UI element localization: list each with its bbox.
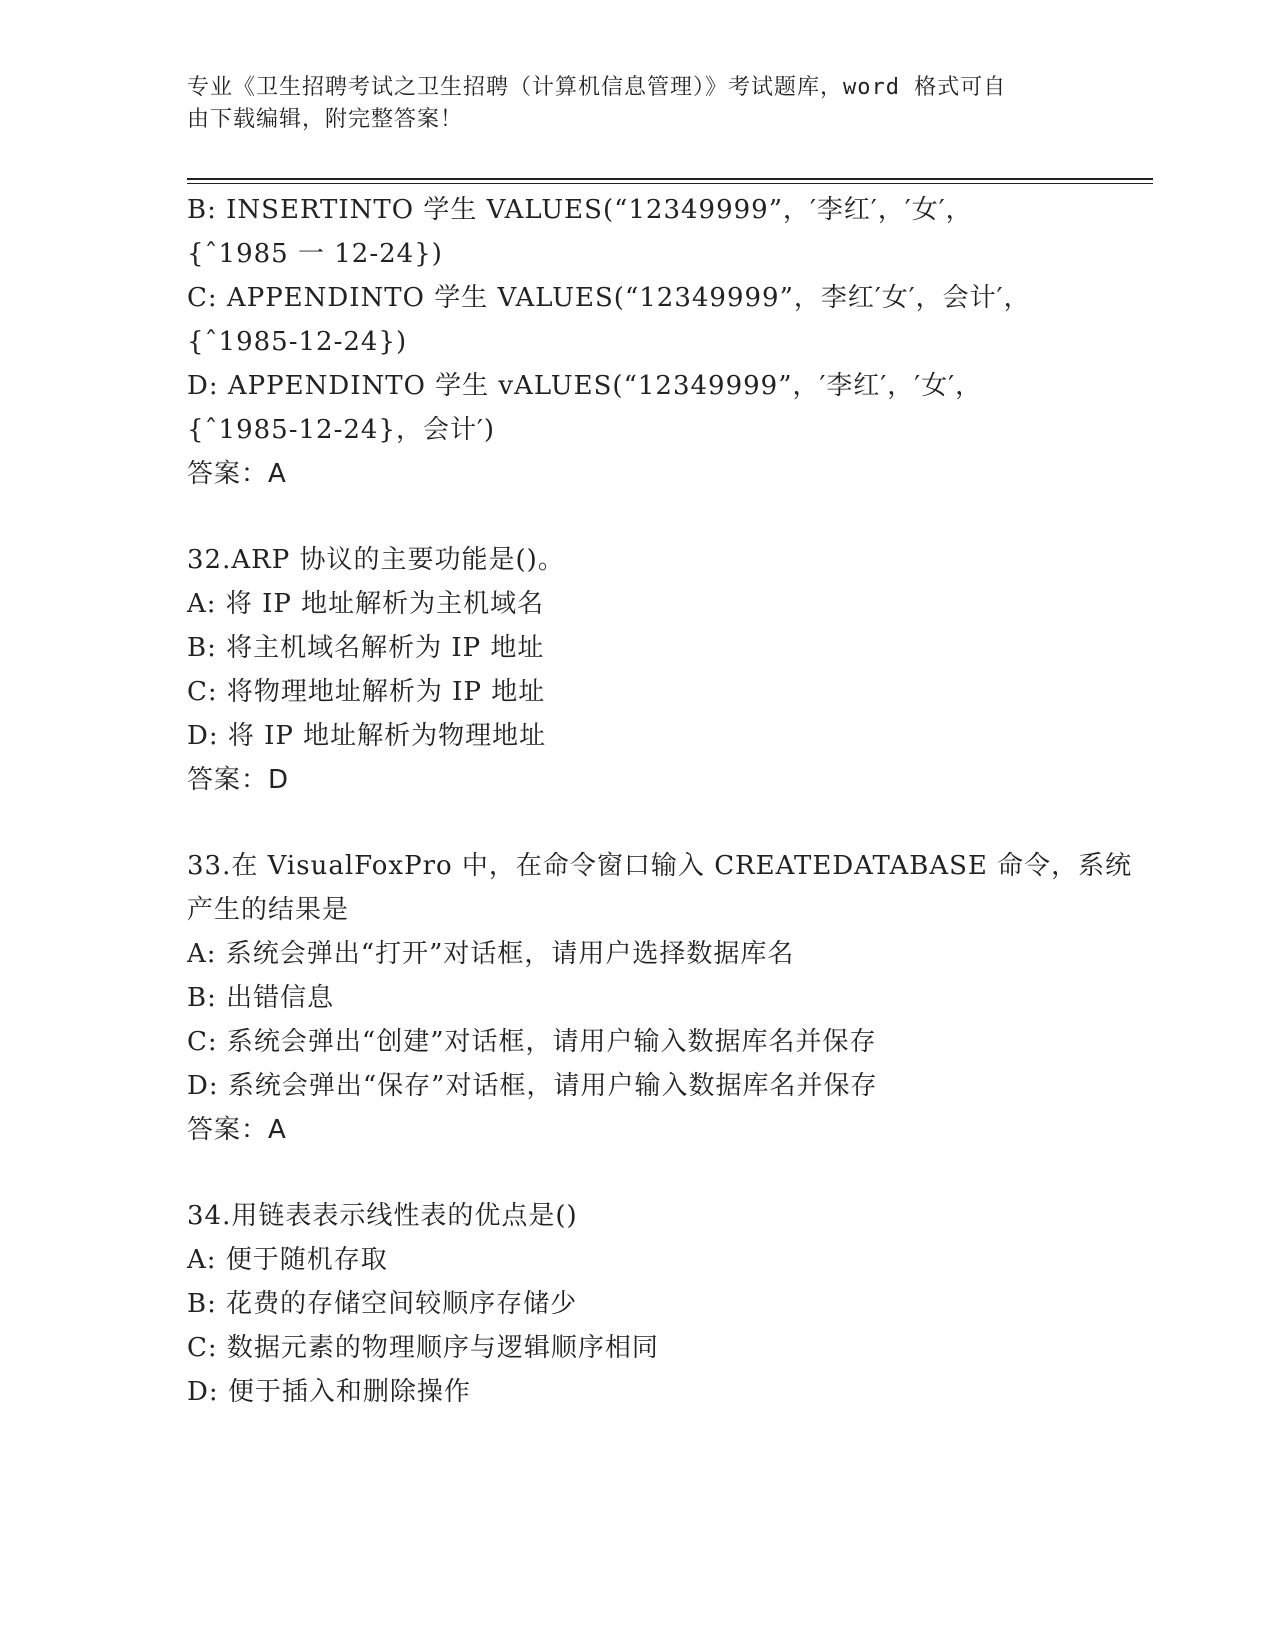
q33-option-c: C: 系统会弹出“创建”对话框，请用户输入数据库名并保存 — [187, 1027, 877, 1057]
q34-option-a: A: 便于随机存取 — [187, 1245, 388, 1275]
q32-option-d: D: 将 IP 地址解析为物理地址 — [187, 721, 547, 751]
q32-answer: 答案：D — [187, 765, 290, 795]
q32-option-a: A: 将 IP 地址解析为主机域名 — [187, 589, 545, 619]
q31-option-d-line-1: D: APPENDINTO 学生 vALUES(“12349999”，′李红′，′女′， — [187, 371, 983, 401]
q31-option-b-line-2: {ˆ1985 一 12-24}) — [187, 239, 443, 269]
header-divider-thick — [187, 178, 1153, 180]
q33-option-b: B: 出错信息 — [187, 983, 335, 1013]
q34-question: 34.用链表表示线性表的优点是() — [187, 1201, 578, 1231]
q33-option-a: A: 系统会弹出“打开”对话框，请用户选择数据库名 — [187, 939, 795, 969]
q31-answer: 答案：A — [187, 459, 287, 489]
header-line-2: 由下载编辑，附完整答案！ — [187, 107, 464, 132]
q33-question-line-1: 33.在 VisualFoxPro 中，在命令窗口输入 CREATEDATABASE 命令，系统 — [187, 851, 1133, 881]
q34-option-c: C: 数据元素的物理顺序与逻辑顺序相同 — [187, 1333, 659, 1363]
document-header — [187, 72, 1087, 136]
q32-option-b: B: 将主机域名解析为 IP 地址 — [187, 633, 545, 663]
header-divider-thin — [187, 183, 1153, 184]
q31-option-d-line-2: {ˆ1985-12-24}，会计′) — [187, 415, 496, 445]
q33-answer: 答案：A — [187, 1115, 287, 1145]
q32-question: 32.ARP 协议的主要功能是()。 — [187, 545, 565, 575]
header-line-1: 专业《卫生招聘考试之卫生招聘（计算机信息管理）》考试题库，word 格式可自 — [187, 75, 1007, 100]
q33-question-line-2: 产生的结果是 — [187, 895, 350, 925]
q31-option-c-line-1: C: APPENDINTO 学生 VALUES(“12349999”，李红′女′，会计′， — [187, 283, 1031, 313]
q34-option-d: D: 便于插入和删除操作 — [187, 1377, 471, 1407]
q33-option-d: D: 系统会弹出“保存”对话框，请用户输入数据库名并保存 — [187, 1071, 878, 1101]
q32-option-c: C: 将物理地址解析为 IP 地址 — [187, 677, 546, 707]
q34-option-b: B: 花费的存储空间较顺序存储少 — [187, 1289, 578, 1319]
q31-option-c-line-2: {ˆ1985-12-24}) — [187, 327, 408, 357]
q31-option-b-line-1: B: INSERTINTO 学生 VALUES(“12349999”，′李红′，′女′， — [187, 195, 973, 225]
